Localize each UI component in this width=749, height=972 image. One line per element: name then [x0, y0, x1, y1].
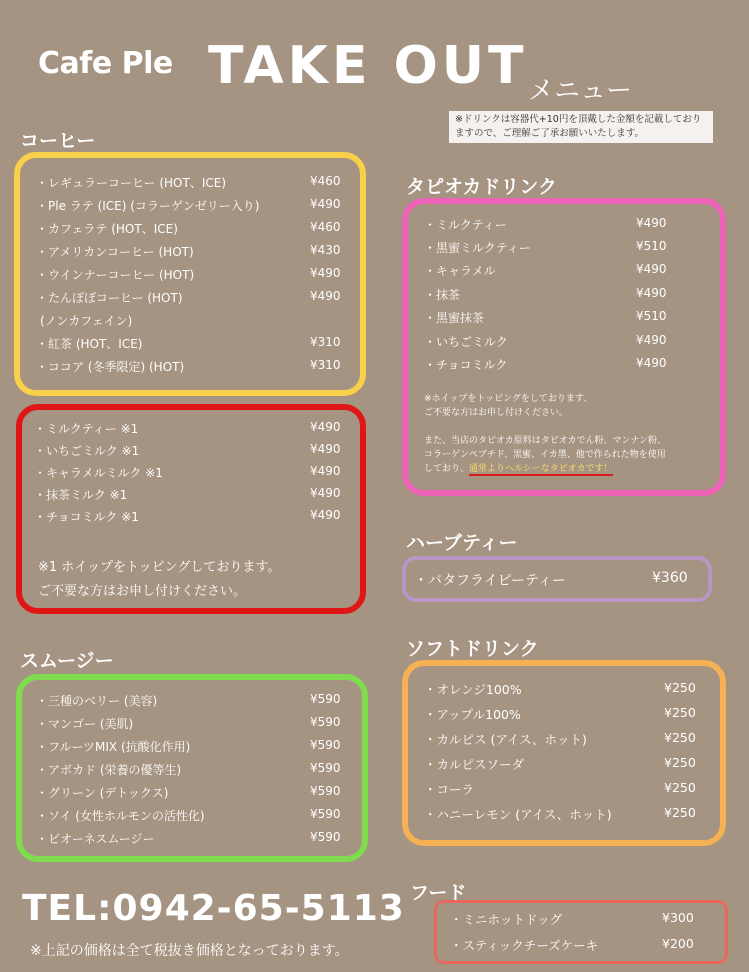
item-name: ・マンゴー (美肌) — [36, 717, 134, 731]
item-name: ・キャラメル — [424, 264, 496, 278]
page-subtitle: メニュー — [528, 76, 633, 106]
item-name: ・抹茶ミルク ※1 — [34, 488, 128, 502]
item-price: ¥490 — [636, 286, 667, 300]
item-name: ・レギュラーコーヒー (HOT、ICE) — [36, 176, 226, 190]
item-name: ・フルーツMIX (抗酸化作用) — [36, 740, 191, 754]
item-name: ・たんぽぽコーヒー (HOT) — [36, 291, 183, 305]
item-price: ¥590 — [310, 807, 341, 821]
item-name: ・キャラメルミルク ※1 — [34, 466, 163, 480]
whip-note: ※1 ホイップをトッピングしております。 — [38, 560, 281, 575]
item-name: ・チョコミルク ※1 — [34, 510, 139, 524]
item-price: ¥590 — [310, 761, 341, 775]
item-price: ¥250 — [664, 730, 696, 745]
coffee-section-title: コーヒー — [20, 130, 96, 152]
item-name: ・カルピスソーダ — [424, 757, 525, 772]
item-price: ¥310 — [310, 335, 341, 349]
item-name: (ノンカフェイン) — [40, 314, 133, 328]
cafe-name: Cafe Ple — [38, 46, 173, 81]
item-name: ・カルピス (アイス、ホット) — [424, 732, 587, 747]
item-price: ¥460 — [310, 174, 341, 188]
item-name: ・チョコミルク — [424, 358, 508, 372]
item-name: ・ミニホットドッグ — [450, 912, 563, 927]
item-name: ・Ple ラテ (ICE) (コラーゲンゼリー入り) — [36, 199, 260, 213]
tapioca-whip-note: ※ホイップをトッピングをしております、 — [424, 394, 593, 404]
item-price: ¥490 — [636, 356, 667, 370]
item-name: ・いちごミルク ※1 — [34, 444, 140, 458]
item-name: ・コーラ — [424, 782, 475, 797]
item-price: ¥250 — [664, 755, 696, 770]
item-name: ・抹茶 — [424, 288, 461, 302]
item-name: ・アップル100% — [424, 707, 521, 722]
item-name: ・黒蜜ミルクティー — [424, 241, 531, 255]
item-price: ¥490 — [636, 262, 667, 276]
page-title: TAKE OUT — [208, 36, 528, 96]
item-price: ¥490 — [310, 442, 341, 456]
phone-number: TEL:0942-65-5113 — [22, 888, 405, 929]
tapioca-whip-note-2: ご不要な方はお申し付けください。 — [424, 408, 569, 418]
item-name: ・スティックチーズケーキ — [450, 938, 599, 953]
item-price: ¥590 — [310, 738, 341, 752]
whip-note-2: ご不要な方はお申し付けください。 — [38, 584, 247, 599]
item-price: ¥490 — [310, 420, 341, 434]
item-price: ¥250 — [664, 680, 696, 695]
tapioca-ingredient-note-2: コラーゲンペプチド、黒蜜、イカ墨、他で作られた物を使用 — [424, 450, 666, 460]
item-price: ¥490 — [310, 508, 341, 522]
note-text: しており、 — [424, 464, 470, 474]
soft-section-title: ソフトドリンク — [406, 638, 539, 660]
item-name: ・バタフライピーティー — [414, 573, 566, 589]
item-price: ¥490 — [636, 333, 667, 347]
item-name: ・オレンジ100% — [424, 682, 522, 697]
item-price: ¥310 — [310, 358, 341, 372]
item-name: ・ウインナーコーヒー (HOT) — [36, 268, 195, 282]
item-name: ・三種のベリー (美容) — [36, 694, 158, 708]
container-fee-notice: ※ドリンクは容器代+10円を頂戴した金額を記載しておりますので、ご理解ご了承お願いいたします。 — [449, 111, 713, 143]
item-price: ¥510 — [636, 239, 667, 253]
item-price: ¥460 — [310, 220, 341, 234]
tapioca-section-title: タピオカドリンク — [406, 176, 558, 198]
item-price: ¥490 — [310, 486, 341, 500]
item-price: ¥200 — [662, 936, 694, 951]
tapioca-ingredient-note-3 — [424, 462, 613, 476]
item-name: ・カフェラテ (HOT、ICE) — [36, 222, 178, 236]
item-price: ¥590 — [310, 715, 341, 729]
item-name: ・ココア (冬季限定) (HOT) — [36, 360, 185, 374]
food-section-title: フード — [410, 882, 467, 904]
item-price: ¥250 — [664, 805, 696, 820]
item-name: ・ソイ (女性ホルモンの活性化) — [36, 809, 205, 823]
item-price: ¥360 — [652, 570, 688, 586]
item-price: ¥430 — [310, 243, 341, 257]
healthy-highlight: 通常よりヘルシーなタピオカです！ — [469, 464, 613, 474]
item-name: ・ミルクティー — [424, 218, 507, 232]
herb-section-title: ハーブティー — [406, 532, 518, 554]
item-name: ・アメリカンコーヒー (HOT) — [36, 245, 194, 259]
item-name: ・黒蜜抹茶 — [424, 311, 485, 325]
item-price: ¥490 — [310, 197, 341, 211]
tapioca-ingredient-note: また、当店のタピオカ原料はタピオカでん粉、マンナン粉、 — [424, 436, 667, 446]
item-name: ・ハニーレモン (アイス、ホット) — [424, 807, 612, 822]
item-price: ¥590 — [310, 784, 341, 798]
item-name: ・いちごミルク — [424, 335, 508, 349]
smoothie-section-title: スムージー — [20, 650, 114, 672]
item-price: ¥250 — [664, 780, 696, 795]
item-name: ・グリーン (デトックス) — [36, 786, 169, 800]
item-name: ・ピオーネスムージー — [36, 832, 155, 846]
tax-note: ※上記の価格は全て税抜き価格となっております。 — [30, 943, 349, 959]
item-price: ¥490 — [310, 464, 341, 478]
item-price: ¥250 — [664, 705, 696, 720]
item-price: ¥490 — [310, 266, 341, 280]
item-name: ・紅茶 (HOT、ICE) — [36, 337, 143, 351]
item-name: ・アボカド (栄養の優等生) — [36, 763, 182, 777]
item-price: ¥490 — [310, 289, 341, 303]
item-price: ¥590 — [310, 692, 341, 706]
item-price: ¥590 — [310, 830, 341, 844]
item-price: ¥510 — [636, 309, 667, 323]
item-price: ¥490 — [636, 216, 667, 230]
item-price: ¥300 — [662, 910, 694, 925]
item-name: ・ミルクティー ※1 — [34, 422, 139, 436]
